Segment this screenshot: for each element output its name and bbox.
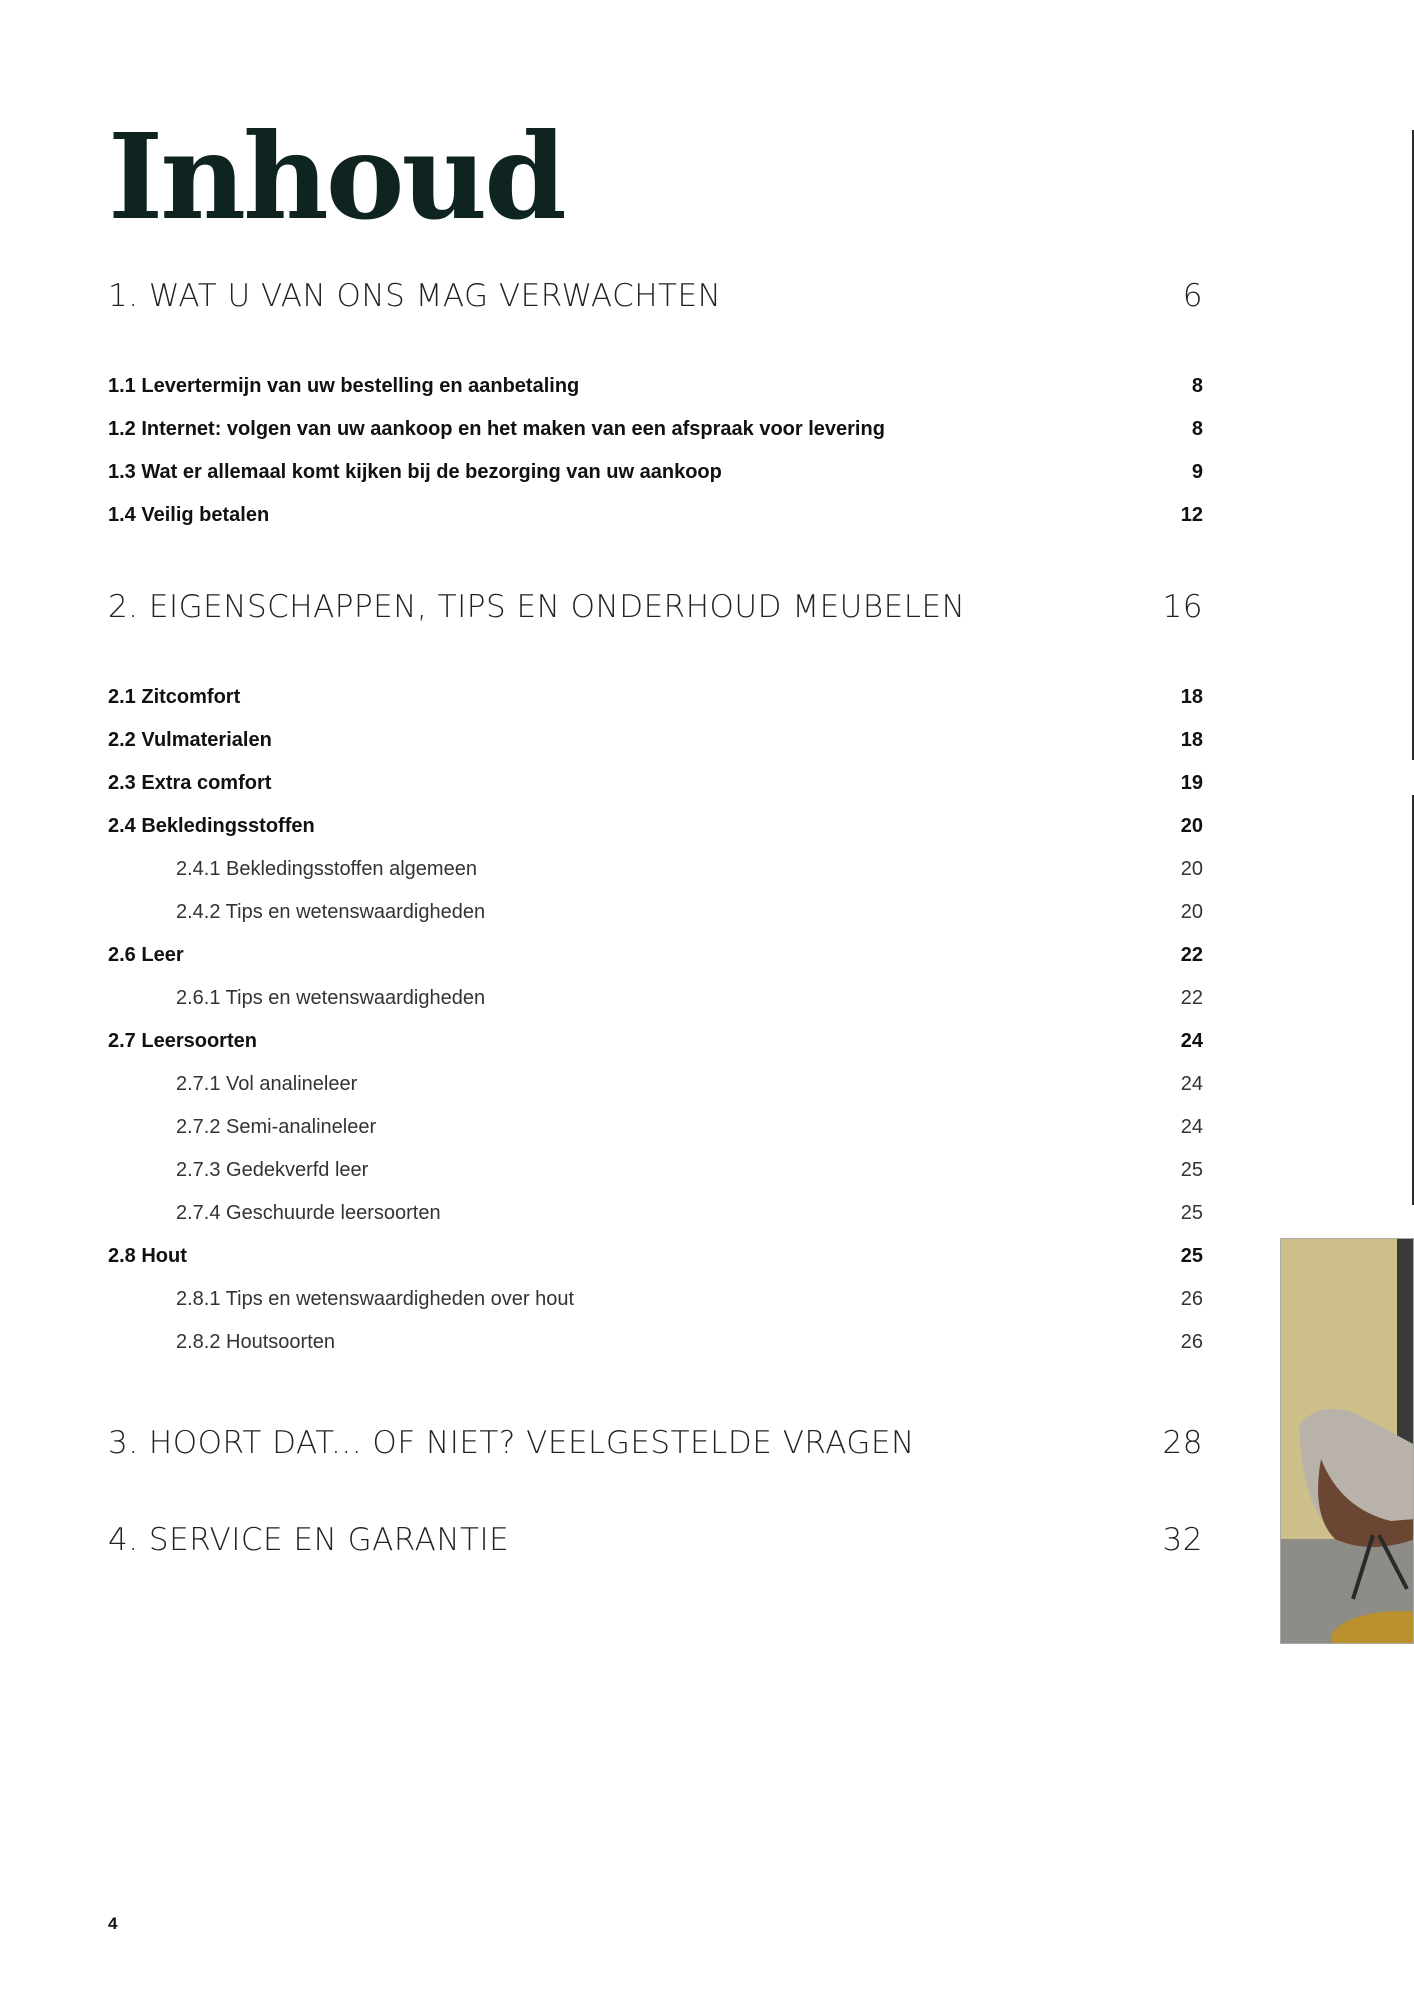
toc-section-2-4[interactable] [108, 806, 1203, 846]
armchair-illustration [1281, 1239, 1414, 1644]
toc-entry-label: 1.4 Veilig betalen [108, 503, 270, 526]
toc-entry-page: 20 [1180, 814, 1203, 837]
toc-entry-label: 2.4.2 Tips en wetenswaardigheden [176, 900, 486, 923]
toc-section-2-7[interactable] [108, 1021, 1203, 1061]
toc-entry-page: 19 [1180, 771, 1203, 794]
toc-entry-page: 12 [1180, 503, 1203, 526]
toc-subsection-2-4-2[interactable] [108, 892, 1203, 932]
toc-chapter-1[interactable] [108, 276, 1203, 316]
toc-entry-page: 18 [1180, 685, 1203, 708]
toc-section-2-1[interactable] [108, 677, 1203, 717]
toc-entry-label: 2.7.1 Vol analineleer [176, 1072, 358, 1095]
toc-entry-page: 6 [1182, 278, 1203, 314]
toc-entry-page: 24 [1180, 1029, 1203, 1052]
toc-entry-label: 1.1 Levertermijn van uw bestelling en aanbetaling [108, 374, 580, 397]
toc-entry-label: 2.4 Bekledingsstoffen [108, 814, 315, 837]
toc-subsection-2-7-4[interactable] [108, 1193, 1203, 1233]
toc-entry-label: 2.6 Leer [108, 943, 184, 966]
armchair-photo [1280, 1238, 1414, 1644]
toc-entry-label: 3. HOORT DAT... OF NIET? VEELGESTELDE VRAGEN [108, 1425, 915, 1461]
toc-entry-page: 24 [1180, 1115, 1203, 1138]
toc-entry-label: 2.1 Zitcomfort [108, 685, 241, 708]
toc-entry-page: 20 [1180, 900, 1203, 923]
toc-entry-page: 22 [1180, 943, 1203, 966]
toc-entry-page: 24 [1180, 1072, 1203, 1095]
toc-entry-label: 2.4.1 Bekledingsstoffen algemeen [176, 857, 477, 880]
toc-entry-label: 2.7.2 Semi-analineleer [176, 1115, 377, 1138]
toc-section-2-2[interactable] [108, 720, 1203, 760]
toc-entry-page: 18 [1180, 728, 1203, 751]
toc-entry-page: 9 [1191, 460, 1203, 483]
page-title: Inhoud [108, 107, 564, 246]
toc-entry-label: 4. SERVICE EN GARANTIE [108, 1522, 510, 1558]
toc-chapter-3[interactable] [108, 1423, 1203, 1463]
toc-entry-label: 2.6.1 Tips en wetenswaardigheden [176, 986, 486, 1009]
toc-entry-page: 22 [1180, 986, 1203, 1009]
toc-subsection-2-8-1[interactable] [108, 1279, 1203, 1319]
toc-section-1-1[interactable] [108, 366, 1203, 406]
toc-entry-page: 32 [1162, 1522, 1203, 1558]
toc-subsection-2-6-1[interactable] [108, 978, 1203, 1018]
toc-entry-label: 2.7.3 Gedekverfd leer [176, 1158, 369, 1181]
toc-entry-label: 2.2 Vulmaterialen [108, 728, 272, 751]
toc-entry-page: 16 [1162, 589, 1203, 625]
toc-section-1-3[interactable] [108, 452, 1203, 492]
toc-entry-label: 2.8 Hout [108, 1244, 187, 1267]
toc-entry-page: 25 [1180, 1158, 1203, 1181]
toc-entry-page: 26 [1180, 1287, 1203, 1310]
toc-chapter-2[interactable] [108, 587, 1203, 627]
toc-entry-page: 26 [1180, 1330, 1203, 1353]
toc-entry-page: 25 [1180, 1244, 1203, 1267]
toc-entry-label: 2.8.1 Tips en wetenswaardigheden over hout [176, 1287, 575, 1310]
toc-section-2-6[interactable] [108, 935, 1203, 975]
toc-subsection-2-7-2[interactable] [108, 1107, 1203, 1147]
toc-section-2-3[interactable] [108, 763, 1203, 803]
toc-subsection-2-7-3[interactable] [108, 1150, 1203, 1190]
toc-section-2-8[interactable] [108, 1236, 1203, 1276]
toc-entry-label: 1.2 Internet: volgen van uw aankoop en het maken van een afspraak voor levering [108, 417, 885, 440]
toc-entry-page: 8 [1191, 417, 1203, 440]
toc-entry-label: 1. WAT U VAN ONS MAG VERWACHTEN [108, 278, 722, 314]
toc-entry-page: 25 [1180, 1201, 1203, 1224]
toc-entry-label: 2. EIGENSCHAPPEN, TIPS EN ONDERHOUD MEUBELEN [108, 589, 966, 625]
page-number: 4 [108, 1914, 118, 1933]
toc-chapter-4[interactable] [108, 1520, 1203, 1560]
toc-entry-label: 2.7.4 Geschuurde leersoorten [176, 1201, 441, 1224]
toc-subsection-2-4-1[interactable] [108, 849, 1203, 889]
toc-entry-page: 8 [1191, 374, 1203, 397]
toc-subsection-2-7-1[interactable] [108, 1064, 1203, 1104]
toc-section-1-4[interactable] [108, 495, 1203, 535]
toc-entry-label: 2.8.2 Houtsoorten [176, 1330, 335, 1353]
toc-subsection-2-8-2[interactable] [108, 1322, 1203, 1362]
toc-entry-label: 2.7 Leersoorten [108, 1029, 257, 1052]
toc-entry-label: 1.3 Wat er allemaal komt kijken bij de bezorging van uw aankoop [108, 460, 722, 483]
toc-entry-page: 28 [1162, 1425, 1203, 1461]
toc-entry-page: 20 [1180, 857, 1203, 880]
toc-entry-label: 2.3 Extra comfort [108, 771, 272, 794]
toc-section-1-2[interactable] [108, 409, 1203, 449]
